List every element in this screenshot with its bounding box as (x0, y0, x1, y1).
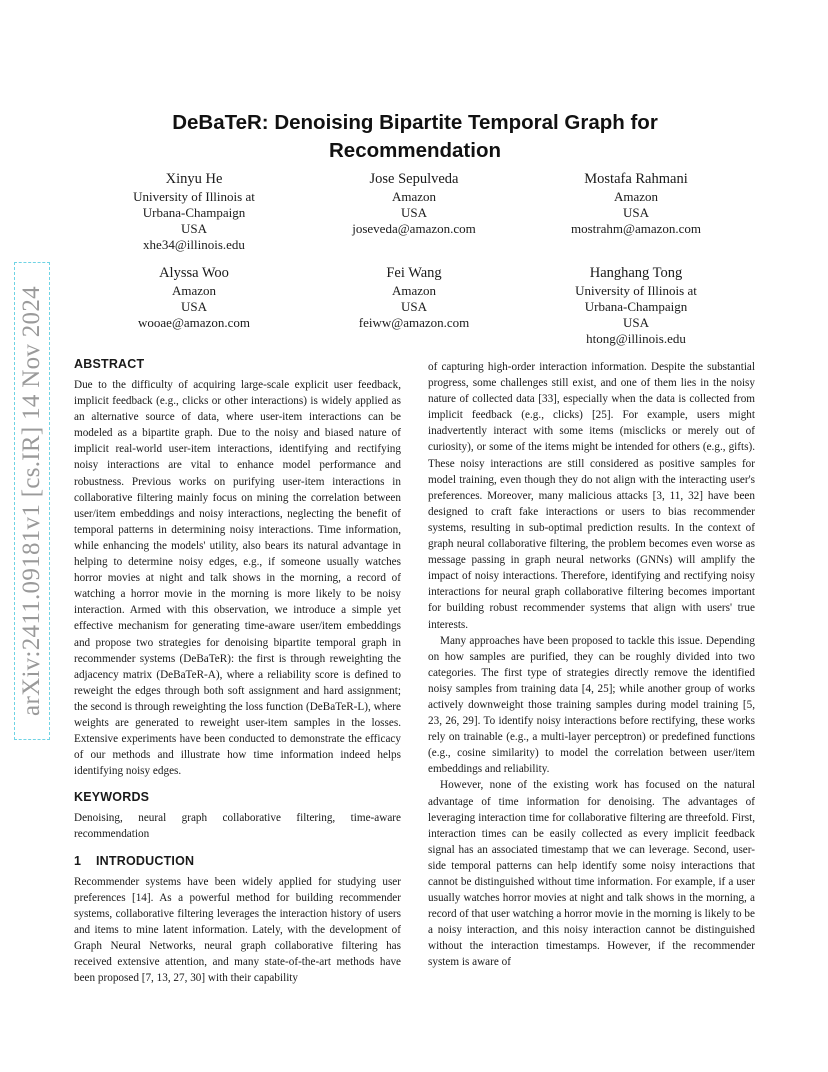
author-name: Hanghang Tong (589, 265, 683, 281)
author-affiliation: Amazon (391, 283, 437, 298)
author-country: USA (622, 205, 649, 220)
section-heading (74, 853, 401, 869)
abstract-text: Due to the difficulty of acquiring large-scale explicit user feedback, implicit feedback (e.g., clicks or other interactions) is widely applied as an alternative source of data, where user-item interactions can be modeled as a bipartite graph. Due to the noisy and biased nature of implicit real-world user-item interactions, identifying and rectifying noisy interactions are vital to enhance model performance and robustness. Previous works on purifying user-item interactions in collaborative filtering mainly focus on mining the correlation between user/item embeddings and noisy interactions, neglecting the benefit of temporal patterns in determining noisy interactions. Time information, while enhancing the models' utility, also bears its natural advantage in helping to determine noisy edges, e.g., if someone usually watches horror movies at night and talk shows in the morning, a record of watching a horror movie in the morning is more likely to be noisy interaction. Armed with this observation, we introduce a simple yet effective mechanism for generating time-aware user/item embeddings and propose two strategies for denoising bipartite temporal graph in recommender systems (DeBaTeR): the first is through reweighting the adjacency matrix (DeBaTeR-A), where a reliability score is defined to reweight the edges through both soft assignment and hard assignment; the second is through reweighting the loss function (DeBaTeR-L), where weights are generated to reweight user-item samples in the losses. Extensive experiments have been conducted to demonstrate the efficacy of our methods and illustrate how time information indeed helps identifying noisy edges. (74, 379, 401, 778)
intro-paragraph: Recommender systems have been widely applied for studying user preferences [14]. As a powerful method for building recommender systems, collaborative filtering leverages the interaction history of users and items to mine latent information. Lately, with the development of Graph Neural Networks, neural graph collaborative filtering has received extensive attention, and many state-of-the-art methods have been proposed [7, 13, 27, 30] with their capability (74, 875, 401, 985)
author-email: xhe34@illinois.edu (143, 237, 245, 252)
right-column (428, 359, 755, 971)
author-block (74, 264, 314, 331)
author-email: mostrahm@amazon.com (570, 221, 702, 236)
author-country: USA (400, 205, 427, 220)
author-name: Jose Sepulveda (369, 171, 459, 187)
author-email: htong@illinois.edu (586, 331, 686, 346)
section-title: INTRODUCTION (96, 853, 195, 868)
author-country: USA (622, 315, 649, 330)
author-block (294, 170, 534, 237)
author-email: joseveda@amazon.com (352, 221, 476, 236)
keywords-heading: KEYWORDS (74, 790, 150, 805)
author-block (74, 170, 314, 253)
author-country: USA (180, 299, 207, 314)
author-block (516, 264, 756, 347)
arxiv-watermark (14, 262, 50, 740)
author-name: Xinyu He (165, 171, 223, 187)
author-affiliation: Amazon (391, 189, 437, 204)
keywords-text: Denoising, neural graph collaborative filtering, time-aware recommendation (74, 812, 401, 841)
paper-title: DeBaTeR: Denoising Bipartite Temporal Graph for Recommendation (172, 111, 658, 162)
author-affiliation: Urbana-Champaign (142, 205, 246, 220)
author-name: Alyssa Woo (159, 265, 229, 281)
body-paragraph: However, none of the existing work has focused on the natural advantage of time information for denoising. The advantages of leveraging interaction time for collaborative filtering are threefold. First, interaction times can be easily collected as every implicit feedback signal has an associated timestamp that we can leverage. Second, user-side temporal patterns can help identify some noisy interactions that cannot be distinguished without time information. For example, if a user usually watches horror movies at night and talk shows in the morning, a record of that user watching a horror movie in the morning is likely to be a noisy interaction, and this noisy interaction cannot be distinguished without the interaction timestamps. However, if the recommender system is aware of (428, 779, 755, 969)
body-paragraph: Many approaches have been proposed to tackle this issue. Depending on how samples are purified, they can be roughly divided into two categories. The first type of strategies directly remove the identified noisy samples from training data [4, 25]; while another group of works actively downweight those training samples during model training [5, 23, 26, 29]. To identify noisy interactions before rectifying, these works rely on trainable (e.g., a multi-layer perceptron) or predefined functions (e.g., cosine similarity) to model the correlation between user/item embeddings and reliability. (428, 634, 755, 776)
author-block (516, 170, 756, 237)
section-number: 1 (74, 853, 82, 868)
author-affiliation: University of Illinois at (133, 189, 255, 204)
arxiv-watermark-text: arXiv:2411.09181v1 [cs.IR] 14 Nov 2024 (18, 286, 45, 716)
author-affiliation: Urbana-Champaign (584, 299, 688, 314)
author-name: Mostafa Rahmani (584, 171, 688, 187)
body-paragraph: of capturing high-order interaction information. Despite the substantial progress, some challenges still exist, and one of them lies in the noisy nature of collected data [33], especially when the data is collected from implicit feedback (e.g., clicks) [25]. For example, users might inadvertently interact with some items (misclicks or merely out of curiosity), or some of the items might be intended for others (e.g., gifts). These noisy interactions are still considered as positive samples for model training, even though they do not align with the interacting user's preferences. Moreover, many malicious attacks [3, 11, 32] have been designed to craft fake interactions or users to bias recommender systems, resulting in sub-optimal prediction results. In the context of graph neural collaborative filtering, the problem becomes even worse as message passing in graph neural networks (GNNs) will amplify the impact of noisy interactions. Therefore, identifying and rectifying noisy interactions for neural graph collaborative filtering becomes important for building robust recommender systems that align with users' true interests. (428, 361, 755, 631)
author-country: USA (180, 221, 207, 236)
author-block (294, 264, 534, 331)
abstract-heading: ABSTRACT (74, 357, 145, 371)
author-name: Fei Wang (386, 265, 442, 281)
author-country: USA (400, 299, 427, 314)
author-affiliation: University of Illinois at (575, 283, 697, 298)
author-affiliation: Amazon (171, 283, 217, 298)
left-column (74, 356, 401, 986)
author-email: feiww@amazon.com (358, 315, 470, 330)
author-affiliation: Amazon (613, 189, 659, 204)
author-email: wooae@amazon.com (138, 315, 250, 330)
